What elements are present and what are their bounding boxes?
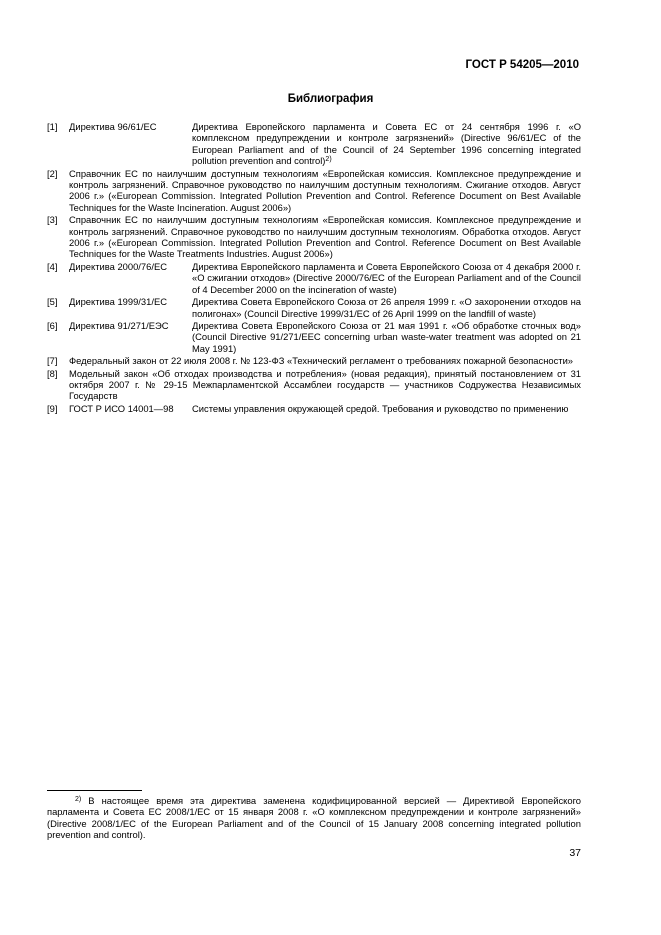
footnote-marker: 2) — [75, 796, 82, 803]
bibliography-entry — [47, 403, 581, 414]
bibliography-entry — [47, 261, 581, 295]
entry-description: Директива Европейского парламента и Совета ЕС от 24 сентября 1996 г. «О комплексном предупреждении и контроле загрязнений» (Directive 96/61/EC of the European Parliament and of the Council of 24 September 1996 concerning integrated pollution prevention and control)$^{2)}$ — [192, 121, 581, 167]
bibliography-list — [47, 121, 581, 415]
bibliography-entry — [47, 368, 581, 402]
entry-text: Модельный закон «Об отходах производства и потребления» (новая редакция), принятый постановлением от 31 октября 2007 г. № 29-15 Межпарламентской Ассамблеи государств — участников Содружества Независимых Государств — [69, 367, 581, 402]
page-title: Библиография — [287, 93, 374, 105]
bibliography-entry — [47, 121, 581, 167]
bibliography-entry — [47, 296, 581, 319]
entry-source: Директива 1999/31/ЕС — [69, 296, 167, 308]
entry-description: Системы управления окружающей средой. Требования и руководство по применению — [192, 402, 569, 414]
footnote-divider — [47, 790, 142, 791]
entry-text: Справочник ЕС по наилучшим доступным технологиям «Европейская комиссия. Комплексное предупреждение и контроль загрязнений. Справочное руководство по наилучшим доступным технологиям. Обработка отходов. Август 2006 г.» («European Commission. Integrated Pollution Prevention and Control. Reference Document on Best Available Techniques for the Waste Treatments Industries. August 2006») — [69, 214, 581, 260]
entry-number: [3] — [47, 214, 58, 226]
entry-source: ГОСТ Р ИСО 14001—98 — [69, 402, 174, 414]
entry-number: [1] — [47, 121, 58, 132]
entry-description: Директива Европейского парламента и Совета Европейского Союза от 4 декабря 2000 г. «О сжигании отходов» (Directive 2000/76/EC of the European Parliament and of the Council of 4 December 2000 on the incineration of waste) — [192, 260, 581, 295]
entry-number: [7] — [47, 355, 58, 367]
entry-source: Директива 96/61/ЕС — [69, 121, 157, 132]
entry-number: [9] — [47, 402, 58, 414]
document-code: ГОСТ Р 54205—2010 — [465, 59, 579, 71]
entry-number: [2] — [47, 167, 58, 179]
footnote — [47, 795, 581, 841]
page-number: 37 — [569, 847, 581, 859]
bibliography-entry — [47, 355, 581, 366]
entry-source: Директива 91/271/ЕЭС — [69, 319, 169, 331]
entry-source: Директива 2000/76/ЕС — [69, 260, 167, 272]
footnote-text: В настоящее время эта директива заменена кодифицированной версией — Директивой Европейского парламента и Совета ЕС 2008/1/ЕС от 15 января 2008 г. «О комплексном предупреждении и контроле загрязнений» (Directive 2008/1/EC of the European Parliament and of the Council of 15 January 2008 concerning integrated pollution prevention and control). — [47, 795, 581, 841]
bibliography-entry — [47, 214, 581, 260]
footnote-reference: 2) — [325, 156, 332, 164]
entry-number: [4] — [47, 260, 58, 272]
entry-number: [6] — [47, 319, 58, 331]
bibliography-entry — [47, 168, 581, 214]
entry-text: Справочник ЕС по наилучшим доступным технологиям «Европейская комиссия. Комплексное предупреждение и контроль загрязнений. Справочное руководство по наилучшим доступным технологиям. Сжигание отходов. Август 2006 г.» («European Commission. Integrated Pollution Prevention and Control. Reference Document on Best Available Techniques for the Waste Incineration. August 2006») — [69, 167, 581, 213]
entry-description: Директива Совета Европейского Союза от 26 апреля 1999 г. «О захоронении отходов на полигонах» (Council Directive 1999/31/EC of 26 April 1999 on the landfill of waste) — [192, 296, 581, 319]
bibliography-entry — [47, 320, 581, 354]
entry-description: Директива Совета Европейского Союза от 21 мая 1991 г. «Об обработке сточных вод» (Council Directive 91/271/EEC concerning urban waste-water treatment was adopted on 21 May 1991) — [192, 319, 581, 354]
entry-number: [8] — [47, 367, 58, 379]
entry-text: Федеральный закон от 22 июля 2008 г. № 123-ФЗ «Технический регламент о требованиях пожарной безопасности» — [69, 355, 574, 367]
entry-number: [5] — [47, 296, 58, 308]
